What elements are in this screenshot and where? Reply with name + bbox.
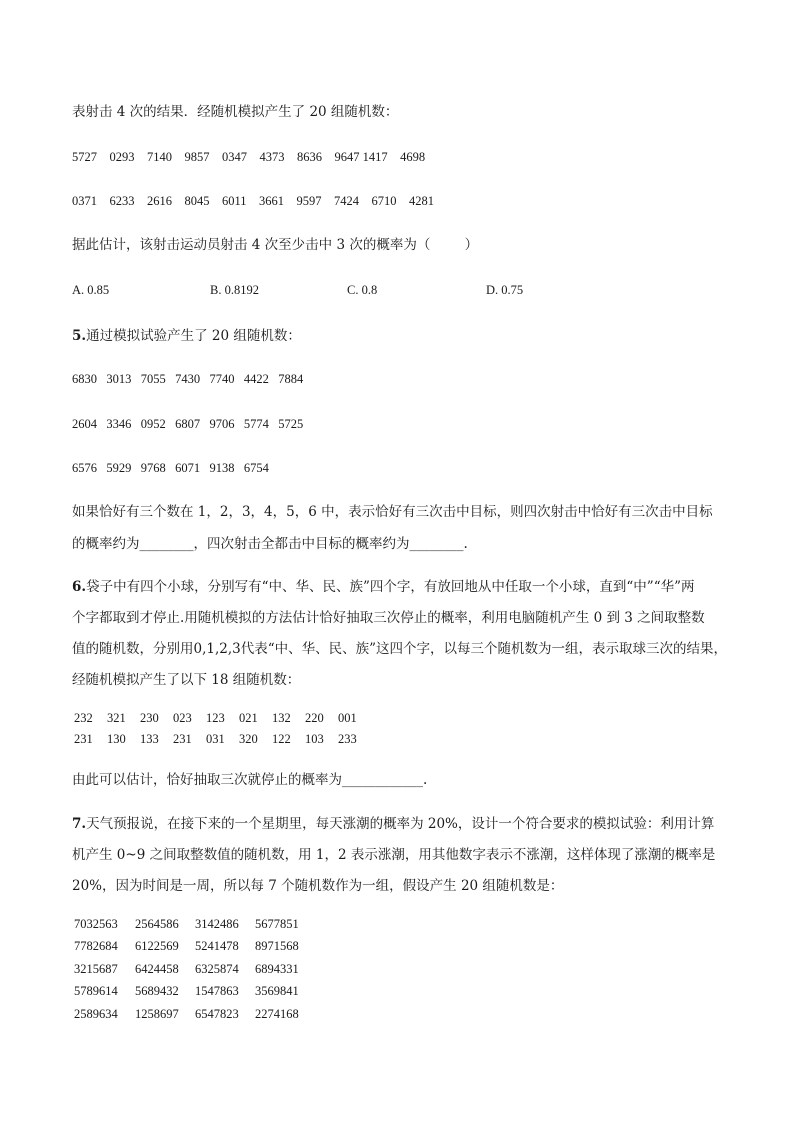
q6-cell: 231	[173, 732, 192, 747]
option-a: A. 0.85	[72, 283, 110, 297]
prev-intro: 表射击 4 次的结果．经随机模拟产生了 20 组随机数：	[72, 104, 399, 120]
q6-cell: 133	[140, 732, 159, 747]
q7-cell: 6325874	[195, 961, 239, 976]
q6-cell: 220	[305, 711, 324, 725]
q5-random-row-2: 2604 3346 0952 6807 9706 5774 5725	[72, 417, 304, 431]
option-c: C. 0.8	[347, 283, 378, 297]
q5-intro: 通过模拟试验产生了 20 组随机数：	[86, 328, 301, 344]
option-d: D. 0.75	[486, 283, 524, 297]
q7-random-row	[74, 958, 315, 980]
q7-random-row	[74, 1003, 315, 1025]
q6-cell: 123	[206, 711, 225, 725]
q7-cell: 3215687	[74, 961, 118, 976]
prev-question: 据此估计，该射击运动员射击 4 次至少击中 3 次的概率为（ ）	[72, 237, 479, 253]
q6-number: 6.	[72, 579, 87, 595]
q7-random-table	[74, 913, 315, 1025]
option-b: B. 0.8192	[210, 283, 259, 297]
q6-cell: 130	[107, 732, 126, 747]
q6-cell: 132	[272, 711, 291, 725]
q6-line-1-text: 袋子中有四个小球，分别写有“中、华、民、族”四个字，有放回地从中任取一个小球，直到“中”“华”两	[86, 579, 695, 595]
q7-random-row	[74, 980, 315, 1002]
q6-cell: 321	[107, 711, 126, 725]
q6-cell: 021	[239, 711, 258, 725]
q6-conclusion: 由此可以估计，恰好抽取三次就停止的概率为____________.	[72, 772, 428, 788]
q5-random-row-3: 6576 5929 9768 6071 9138 6754	[72, 461, 269, 475]
q7-cell: 6122569	[135, 939, 179, 954]
q7-cell: 3142486	[195, 917, 239, 931]
q7-random-row	[74, 913, 315, 935]
q7-cell: 8971568	[255, 939, 299, 954]
prev-random-row-2: 0371 6233 2616 8045 6011 3661 9597 7424 6710 4281	[72, 194, 435, 208]
q6-line-1	[72, 578, 695, 596]
q7-line-3: 20%，因为时间是一周，所以每 7 个随机数作为一组，假设产生 20 组随机数是：	[72, 878, 564, 894]
q6-cell: 103	[305, 732, 324, 747]
q7-cell: 2589634	[74, 1006, 118, 1021]
q5-line-1: 如果恰好有三个数在 1，2，3，4，5，6 中，表示恰好有三次击中目标，则四次射击中恰好有三次击中目标	[72, 504, 713, 520]
q7-cell: 5241478	[195, 939, 239, 954]
q5-heading	[72, 327, 301, 345]
q6-cell: 031	[206, 732, 225, 747]
q6-cell: 320	[239, 732, 258, 747]
q6-cell: 233	[338, 732, 357, 747]
q5-random-row-1: 6830 3013 7055 7430 7740 4422 7884	[72, 372, 304, 386]
q7-cell: 7782684	[74, 939, 118, 954]
q7-line-1-text: 天气预报说，在接下来的一个星期里，每天涨潮的概率为 20%，设计一个符合要求的模拟试验：利用计算	[86, 816, 715, 832]
q6-random-table	[74, 708, 371, 751]
q6-random-row	[74, 708, 371, 729]
q7-cell: 6424458	[135, 961, 179, 976]
q6-cell: 232	[74, 711, 93, 725]
q7-line-2: 机产生 0~9 之间取整数值的随机数，用 1，2 表示涨潮，用其他数字表示不涨潮，这样体现了涨潮的概率是	[72, 847, 716, 863]
q7-cell: 1547863	[195, 984, 239, 999]
q6-line-2: 个字都取到才停止.用随机模拟的方法估计恰好抽取三次停止的概率，利用电脑随机产生 0 到 3 之间取整数	[72, 610, 705, 626]
q7-cell: 6894331	[255, 961, 299, 976]
q7-cell: 1258697	[135, 1006, 179, 1021]
prev-random-row-1: 5727 0293 7140 9857 0347 4373 8636 9647 1417 4698	[72, 150, 426, 164]
q5-number: 5.	[72, 328, 87, 344]
q6-cell: 023	[173, 711, 192, 725]
q7-cell: 5677851	[255, 917, 299, 931]
q5-line-2: 的概率约为________，四次射击全都击中目标的概率约为________.	[72, 536, 468, 552]
q7-cell: 7032563	[74, 917, 118, 931]
q7-cell: 3569841	[255, 984, 299, 999]
q7-cell: 2564586	[135, 917, 179, 931]
q7-random-row	[74, 935, 315, 957]
q7-number: 7.	[72, 816, 87, 832]
q6-cell: 230	[140, 711, 159, 725]
q7-cell: 5789614	[74, 984, 118, 999]
q7-cell: 2274168	[255, 1006, 299, 1021]
q7-line-1	[72, 815, 714, 833]
q6-cell: 122	[272, 732, 291, 747]
q6-cell: 001	[338, 711, 357, 725]
q6-line-4: 经随机模拟产生了以下 18 组随机数：	[72, 672, 301, 688]
q7-cell: 6547823	[195, 1006, 239, 1021]
q6-random-row	[74, 729, 371, 750]
q7-cell: 5689432	[135, 984, 179, 999]
q6-cell: 231	[74, 732, 93, 747]
q6-line-3: 值的随机数，分别用0,1,2,3代表“中、华、民、族”这四个字，以每三个随机数为一组，表示取球三次的结果，	[72, 641, 728, 657]
